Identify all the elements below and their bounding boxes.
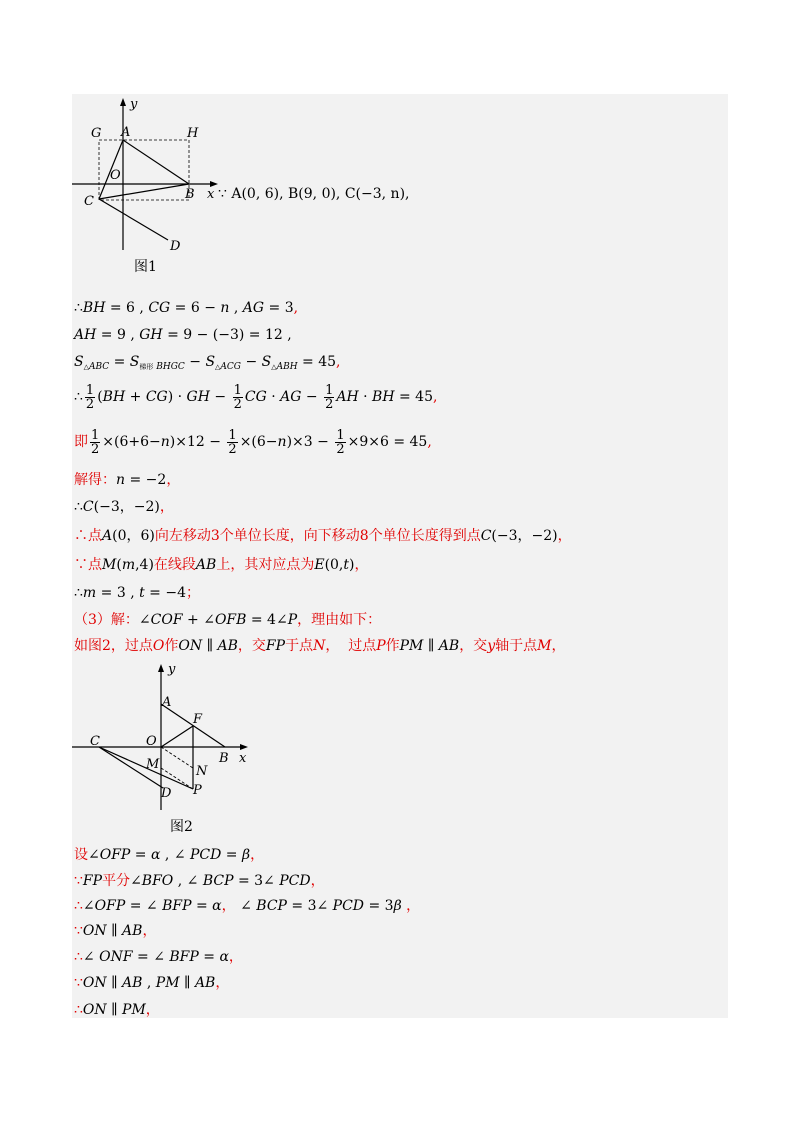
line-14: ∵FP平分∠BFO , ∠ BCP = 3∠ PCD， (74, 873, 325, 889)
line-4: ∴ $\frac{1}{2}$ (BH + CG) · GH − $\frac{1}{2}$ CG · AG − $\frac{1}{2}$ AH · BH = 45, (74, 382, 438, 412)
fig2-label-o: O (146, 734, 157, 749)
line-10: ∴m = 3 , t = −4； (74, 585, 201, 601)
fig1-label-h: H (187, 126, 199, 141)
fig2-label-f: F (193, 712, 203, 727)
fig2-label-a: A (162, 695, 172, 710)
fig2-label-p: P (193, 783, 202, 798)
fig1-label-c: C (84, 194, 94, 209)
fig2-label-m: M (146, 757, 160, 772)
fig1-side-text (218, 185, 409, 203)
fig2-label-d: D (161, 786, 172, 801)
line-1: ∴BH = 6 , CG = 6 − n , AG = 3, (74, 300, 299, 316)
line-5: 即 $\frac{1}{2}$ ×(6+6−n)×12 − $\frac{1}{2}$ ×(6−n)×3 − $\frac{1}{2}$ ×9×6 = 45, (74, 427, 432, 457)
fig2-caption: 图2 (170, 819, 193, 835)
line-16: ∵ON ∥ AB， (74, 923, 157, 939)
fig1-label-g: G (91, 126, 102, 141)
fig1-label-o: O (110, 168, 121, 183)
fig2-label-y: y (168, 662, 176, 677)
line-17: ∴∠ ONF = ∠ BFP = α， (74, 949, 243, 965)
fig1-label-y: y (130, 97, 138, 112)
line-19: ∴ON ∥ PM， (74, 1002, 160, 1018)
line-8: ∴点A(0，6)向左移动3个单位长度，向下移动8个单位长度得到点C(−3，−2)， (74, 528, 572, 544)
fig2-label-x: x (239, 751, 247, 766)
fig1-label-d: D (170, 239, 181, 254)
fig1-caption: 图1 (134, 259, 157, 275)
line-2: AH = 9 , GH = 9 − (−3) = 12 , (74, 327, 292, 343)
fig1-label-a: A (121, 125, 131, 140)
line-11: （3）解：∠COF + ∠OFB = 4∠P，理由如下： (74, 612, 382, 628)
fig2-label-n: N (196, 764, 208, 779)
fig2-label-b: B (219, 751, 229, 766)
fig1-side-text-content: ∵ A(0, 6), B(9, 0), C(−3, n), (218, 186, 410, 202)
figure-2 (70, 660, 260, 820)
line-7: ∴C(−3，−2)， (74, 499, 174, 515)
fig2-label-c: C (90, 734, 100, 749)
line-18: ∵ON ∥ AB , PM ∥ AB， (74, 975, 230, 991)
line-15: ∴∠OFP = ∠ BFP = α， ∠ BCP = 3∠ PCD = 3β ， (74, 898, 421, 914)
line-9: ∵点M(m,4)在线段AB上，其对应点为E(0,t)， (74, 557, 369, 573)
figure-1 (70, 96, 230, 256)
line-13: 设∠OFP = α , ∠ PCD = β， (74, 847, 265, 863)
fig1-label-x: x (207, 187, 215, 202)
line-3: $S_{\triangle ABC} = S_{梯形}$ $_{BHGC} - S_{\triangle ACG} - S_{\triangle ABH} = 45$, (74, 354, 341, 372)
fig1-label-b: B (185, 187, 195, 202)
line-6: 解得：n = −2， (74, 472, 181, 488)
line-12: 如图2，过点O作ON ∥ AB，交FP于点N， 过点P作PM ∥ AB，交y轴于点M， (74, 638, 566, 654)
